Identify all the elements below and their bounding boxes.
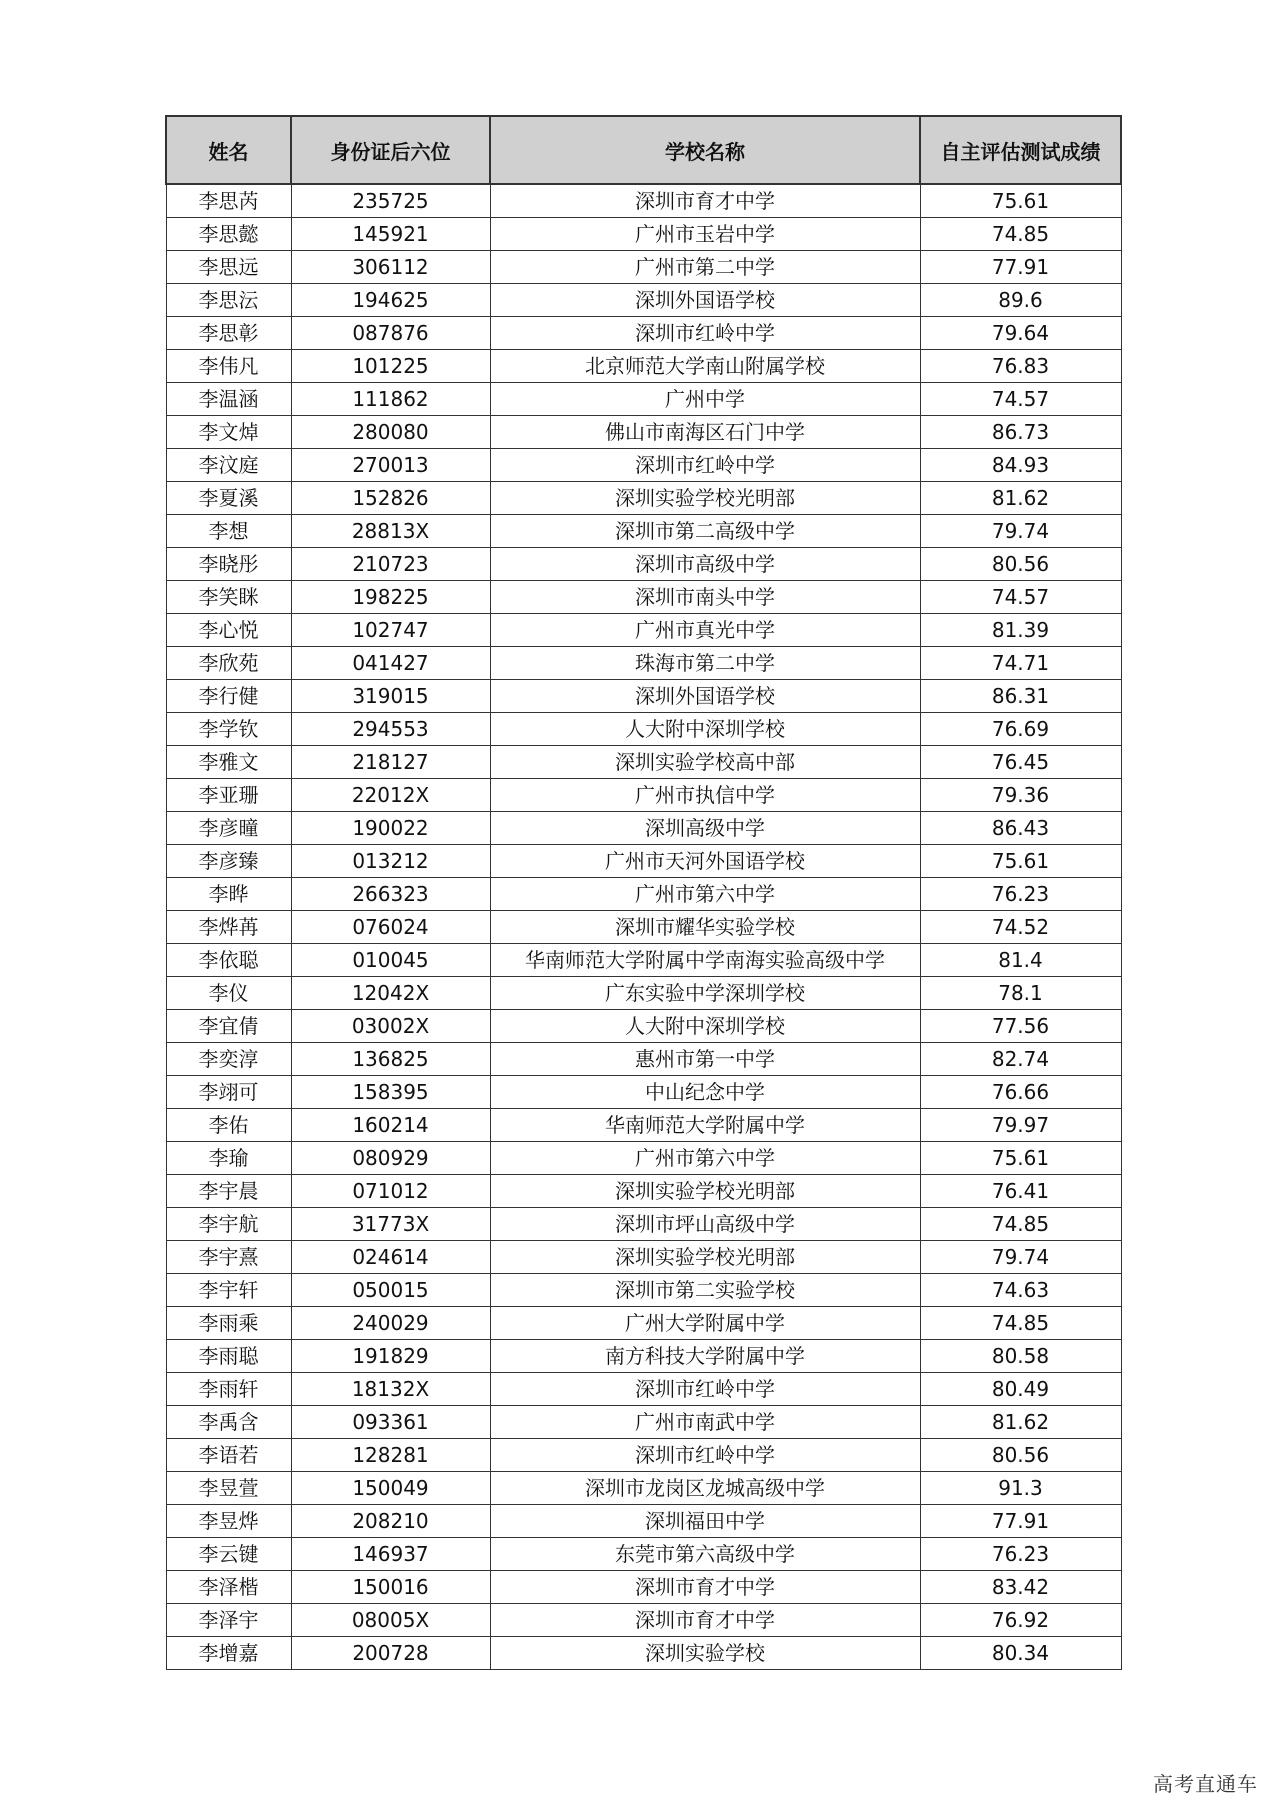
cell-school: 深圳高级中学 <box>490 812 920 845</box>
cell-score: 80.56 <box>920 548 1121 581</box>
cell-school: 深圳市红岭中学 <box>490 449 920 482</box>
table-row <box>166 746 1121 779</box>
cell-name: 李笑眯 <box>166 581 291 614</box>
cell-id-last-six: 158395 <box>291 1076 490 1109</box>
cell-score: 76.83 <box>920 350 1121 383</box>
cell-name: 李云键 <box>166 1538 291 1571</box>
table-row <box>166 1241 1121 1274</box>
cell-name: 李晔 <box>166 878 291 911</box>
cell-score: 81.4 <box>920 944 1121 977</box>
cell-name: 李思懿 <box>166 218 291 251</box>
cell-id-last-six: 208210 <box>291 1505 490 1538</box>
score-table <box>165 115 1122 1670</box>
cell-score: 76.69 <box>920 713 1121 746</box>
cell-score: 74.85 <box>920 218 1121 251</box>
cell-id-last-six: 294553 <box>291 713 490 746</box>
table-row <box>166 350 1121 383</box>
cell-school: 广州市天河外国语学校 <box>490 845 920 878</box>
cell-id-last-six: 22012X <box>291 779 490 812</box>
table-row <box>166 944 1121 977</box>
cell-name: 李仪 <box>166 977 291 1010</box>
cell-id-last-six: 152826 <box>291 482 490 515</box>
cell-score: 86.43 <box>920 812 1121 845</box>
cell-name: 李伟凡 <box>166 350 291 383</box>
cell-id-last-six: 12042X <box>291 977 490 1010</box>
cell-name: 李彦曈 <box>166 812 291 845</box>
cell-id-last-six: 210723 <box>291 548 490 581</box>
header-id-last-six: 身份证后六位 <box>291 116 490 184</box>
cell-id-last-six: 28813X <box>291 515 490 548</box>
table-row <box>166 1340 1121 1373</box>
cell-name: 李宇熹 <box>166 1241 291 1274</box>
table-row <box>166 1307 1121 1340</box>
cell-score: 76.66 <box>920 1076 1121 1109</box>
cell-id-last-six: 190022 <box>291 812 490 845</box>
cell-score: 74.63 <box>920 1274 1121 1307</box>
header-score: 自主评估测试成绩 <box>920 116 1121 184</box>
cell-name: 李心悦 <box>166 614 291 647</box>
cell-id-last-six: 102747 <box>291 614 490 647</box>
cell-school: 佛山市南海区石门中学 <box>490 416 920 449</box>
cell-school: 广州市真光中学 <box>490 614 920 647</box>
cell-name: 李雨聪 <box>166 1340 291 1373</box>
cell-name: 李汶庭 <box>166 449 291 482</box>
cell-score: 89.6 <box>920 284 1121 317</box>
cell-score: 79.64 <box>920 317 1121 350</box>
cell-school: 广州市执信中学 <box>490 779 920 812</box>
table-row <box>166 977 1121 1010</box>
cell-id-last-six: 280080 <box>291 416 490 449</box>
cell-name: 李学钦 <box>166 713 291 746</box>
cell-school: 华南师范大学附属中学 <box>490 1109 920 1142</box>
cell-score: 78.1 <box>920 977 1121 1010</box>
cell-school: 惠州市第一中学 <box>490 1043 920 1076</box>
table-row <box>166 812 1121 845</box>
cell-name: 李依聪 <box>166 944 291 977</box>
cell-name: 李夏溪 <box>166 482 291 515</box>
cell-name: 李欣苑 <box>166 647 291 680</box>
cell-score: 86.31 <box>920 680 1121 713</box>
cell-id-last-six: 270013 <box>291 449 490 482</box>
cell-school: 深圳市耀华实验学校 <box>490 911 920 944</box>
cell-name: 李雨乘 <box>166 1307 291 1340</box>
cell-school: 广东实验中学深圳学校 <box>490 977 920 1010</box>
cell-name: 李佑 <box>166 1109 291 1142</box>
cell-score: 81.39 <box>920 614 1121 647</box>
table-row <box>166 1142 1121 1175</box>
cell-id-last-six: 150049 <box>291 1472 490 1505</box>
cell-name: 李思芮 <box>166 184 291 218</box>
cell-score: 76.92 <box>920 1604 1121 1637</box>
cell-name: 李宜倩 <box>166 1010 291 1043</box>
cell-id-last-six: 198225 <box>291 581 490 614</box>
cell-id-last-six: 240029 <box>291 1307 490 1340</box>
cell-school: 深圳市坪山高级中学 <box>490 1208 920 1241</box>
cell-school: 东莞市第六高级中学 <box>490 1538 920 1571</box>
cell-school: 深圳市龙岗区龙城高级中学 <box>490 1472 920 1505</box>
cell-id-last-six: 194625 <box>291 284 490 317</box>
table-row <box>166 515 1121 548</box>
cell-name: 李增嘉 <box>166 1637 291 1670</box>
cell-score: 80.34 <box>920 1637 1121 1670</box>
cell-id-last-six: 087876 <box>291 317 490 350</box>
table-row <box>166 1274 1121 1307</box>
cell-school: 深圳市第二实验学校 <box>490 1274 920 1307</box>
cell-name: 李文焯 <box>166 416 291 449</box>
cell-score: 74.85 <box>920 1208 1121 1241</box>
cell-id-last-six: 218127 <box>291 746 490 779</box>
cell-school: 深圳实验学校光明部 <box>490 1241 920 1274</box>
cell-name: 李行健 <box>166 680 291 713</box>
cell-score: 80.58 <box>920 1340 1121 1373</box>
cell-id-last-six: 041427 <box>291 647 490 680</box>
cell-name: 李泽楷 <box>166 1571 291 1604</box>
cell-id-last-six: 111862 <box>291 383 490 416</box>
cell-school: 深圳外国语学校 <box>490 680 920 713</box>
table-row <box>166 1175 1121 1208</box>
cell-id-last-six: 050015 <box>291 1274 490 1307</box>
cell-school: 深圳实验学校光明部 <box>490 1175 920 1208</box>
cell-id-last-six: 150016 <box>291 1571 490 1604</box>
cell-name: 李翊可 <box>166 1076 291 1109</box>
table-row <box>166 449 1121 482</box>
table-row <box>166 1472 1121 1505</box>
table-row <box>166 548 1121 581</box>
cell-score: 76.45 <box>920 746 1121 779</box>
cell-score: 79.36 <box>920 779 1121 812</box>
cell-school: 北京师范大学南山附属学校 <box>490 350 920 383</box>
cell-score: 74.85 <box>920 1307 1121 1340</box>
table-row <box>166 251 1121 284</box>
cell-score: 74.71 <box>920 647 1121 680</box>
watermark: 高考直通车 <box>1153 1772 1258 1796</box>
cell-name: 李晓彤 <box>166 548 291 581</box>
cell-school: 深圳市第二高级中学 <box>490 515 920 548</box>
cell-school: 广州市南武中学 <box>490 1406 920 1439</box>
table-row <box>166 317 1121 350</box>
cell-school: 深圳市南头中学 <box>490 581 920 614</box>
header-name: 姓名 <box>166 116 291 184</box>
cell-score: 76.23 <box>920 878 1121 911</box>
cell-score: 77.91 <box>920 1505 1121 1538</box>
cell-id-last-six: 010045 <box>291 944 490 977</box>
cell-score: 75.61 <box>920 845 1121 878</box>
cell-name: 李雅文 <box>166 746 291 779</box>
cell-id-last-six: 024614 <box>291 1241 490 1274</box>
cell-school: 广州大学附属中学 <box>490 1307 920 1340</box>
cell-name: 李语若 <box>166 1439 291 1472</box>
table-row <box>166 713 1121 746</box>
cell-score: 80.56 <box>920 1439 1121 1472</box>
table-row <box>166 383 1121 416</box>
table-row <box>166 416 1121 449</box>
cell-school: 深圳市育才中学 <box>490 184 920 218</box>
cell-name: 李温涵 <box>166 383 291 416</box>
cell-name: 李禹含 <box>166 1406 291 1439</box>
cell-id-last-six: 31773X <box>291 1208 490 1241</box>
cell-school: 广州市玉岩中学 <box>490 218 920 251</box>
cell-score: 86.73 <box>920 416 1121 449</box>
cell-score: 76.41 <box>920 1175 1121 1208</box>
cell-school: 南方科技大学附属中学 <box>490 1340 920 1373</box>
cell-school: 深圳市红岭中学 <box>490 317 920 350</box>
cell-id-last-six: 200728 <box>291 1637 490 1670</box>
table-row <box>166 1439 1121 1472</box>
cell-id-last-six: 146937 <box>291 1538 490 1571</box>
table-row <box>166 1076 1121 1109</box>
cell-name: 李雨轩 <box>166 1373 291 1406</box>
cell-school: 人大附中深圳学校 <box>490 1010 920 1043</box>
cell-school: 深圳市红岭中学 <box>490 1373 920 1406</box>
cell-name: 李想 <box>166 515 291 548</box>
table-row <box>166 1208 1121 1241</box>
score-sheet <box>165 115 1120 1670</box>
cell-score: 76.23 <box>920 1538 1121 1571</box>
cell-score: 91.3 <box>920 1472 1121 1505</box>
table-row <box>166 878 1121 911</box>
table-row <box>166 1604 1121 1637</box>
table-row <box>166 1538 1121 1571</box>
header-school: 学校名称 <box>490 116 920 184</box>
cell-name: 李昱萱 <box>166 1472 291 1505</box>
table-row <box>166 218 1121 251</box>
cell-name: 李思远 <box>166 251 291 284</box>
cell-id-last-six: 191829 <box>291 1340 490 1373</box>
table-row <box>166 911 1121 944</box>
cell-score: 79.97 <box>920 1109 1121 1142</box>
table-row <box>166 845 1121 878</box>
table-row <box>166 1373 1121 1406</box>
cell-school: 广州市第六中学 <box>490 878 920 911</box>
table-row <box>166 779 1121 812</box>
cell-name: 李瑜 <box>166 1142 291 1175</box>
table-row <box>166 1571 1121 1604</box>
cell-school: 深圳市育才中学 <box>490 1571 920 1604</box>
cell-id-last-six: 145921 <box>291 218 490 251</box>
cell-score: 80.49 <box>920 1373 1121 1406</box>
cell-name: 李宇晨 <box>166 1175 291 1208</box>
cell-id-last-six: 319015 <box>291 680 490 713</box>
cell-score: 74.52 <box>920 911 1121 944</box>
table-row <box>166 1043 1121 1076</box>
cell-id-last-six: 160214 <box>291 1109 490 1142</box>
cell-name: 李亚珊 <box>166 779 291 812</box>
cell-id-last-six: 076024 <box>291 911 490 944</box>
cell-score: 77.91 <box>920 251 1121 284</box>
cell-school: 深圳市红岭中学 <box>490 1439 920 1472</box>
cell-id-last-six: 08005X <box>291 1604 490 1637</box>
cell-name: 李思沄 <box>166 284 291 317</box>
cell-id-last-six: 18132X <box>291 1373 490 1406</box>
cell-school: 广州中学 <box>490 383 920 416</box>
cell-school: 广州市第二中学 <box>490 251 920 284</box>
table-row <box>166 1505 1121 1538</box>
cell-name: 李烨苒 <box>166 911 291 944</box>
cell-score: 74.57 <box>920 581 1121 614</box>
table-row <box>166 1109 1121 1142</box>
cell-name: 李奕淳 <box>166 1043 291 1076</box>
cell-id-last-six: 071012 <box>291 1175 490 1208</box>
cell-name: 李宇航 <box>166 1208 291 1241</box>
cell-school: 深圳福田中学 <box>490 1505 920 1538</box>
cell-id-last-six: 013212 <box>291 845 490 878</box>
cell-name: 李泽宇 <box>166 1604 291 1637</box>
cell-name: 李宇轩 <box>166 1274 291 1307</box>
cell-id-last-six: 136825 <box>291 1043 490 1076</box>
cell-school: 华南师范大学附属中学南海实验高级中学 <box>490 944 920 977</box>
cell-id-last-six: 03002X <box>291 1010 490 1043</box>
cell-school: 深圳市高级中学 <box>490 548 920 581</box>
cell-school: 中山纪念中学 <box>490 1076 920 1109</box>
cell-score: 75.61 <box>920 1142 1121 1175</box>
cell-name: 李彦臻 <box>166 845 291 878</box>
table-row <box>166 1637 1121 1670</box>
cell-id-last-six: 266323 <box>291 878 490 911</box>
cell-school: 人大附中深圳学校 <box>490 713 920 746</box>
cell-name: 李昱烨 <box>166 1505 291 1538</box>
cell-score: 83.42 <box>920 1571 1121 1604</box>
cell-score: 82.74 <box>920 1043 1121 1076</box>
cell-score: 77.56 <box>920 1010 1121 1043</box>
table-row <box>166 284 1121 317</box>
table-row <box>166 1010 1121 1043</box>
cell-score: 74.57 <box>920 383 1121 416</box>
cell-id-last-six: 101225 <box>291 350 490 383</box>
cell-school: 深圳外国语学校 <box>490 284 920 317</box>
cell-score: 79.74 <box>920 515 1121 548</box>
cell-school: 广州市第六中学 <box>490 1142 920 1175</box>
cell-school: 珠海市第二中学 <box>490 647 920 680</box>
cell-score: 75.61 <box>920 184 1121 218</box>
cell-id-last-six: 093361 <box>291 1406 490 1439</box>
cell-score: 81.62 <box>920 482 1121 515</box>
cell-id-last-six: 080929 <box>291 1142 490 1175</box>
table-row <box>166 482 1121 515</box>
cell-school: 深圳实验学校 <box>490 1637 920 1670</box>
cell-id-last-six: 235725 <box>291 184 490 218</box>
cell-name: 李思彰 <box>166 317 291 350</box>
cell-score: 79.74 <box>920 1241 1121 1274</box>
table-row <box>166 680 1121 713</box>
cell-school: 深圳实验学校高中部 <box>490 746 920 779</box>
cell-school: 深圳实验学校光明部 <box>490 482 920 515</box>
table-body <box>166 184 1121 1670</box>
table-row <box>166 647 1121 680</box>
table-row <box>166 581 1121 614</box>
table-row <box>166 614 1121 647</box>
cell-score: 84.93 <box>920 449 1121 482</box>
header-row <box>166 116 1121 184</box>
cell-id-last-six: 128281 <box>291 1439 490 1472</box>
cell-id-last-six: 306112 <box>291 251 490 284</box>
table-row <box>166 1406 1121 1439</box>
cell-school: 深圳市育才中学 <box>490 1604 920 1637</box>
cell-score: 81.62 <box>920 1406 1121 1439</box>
table-row <box>166 184 1121 218</box>
